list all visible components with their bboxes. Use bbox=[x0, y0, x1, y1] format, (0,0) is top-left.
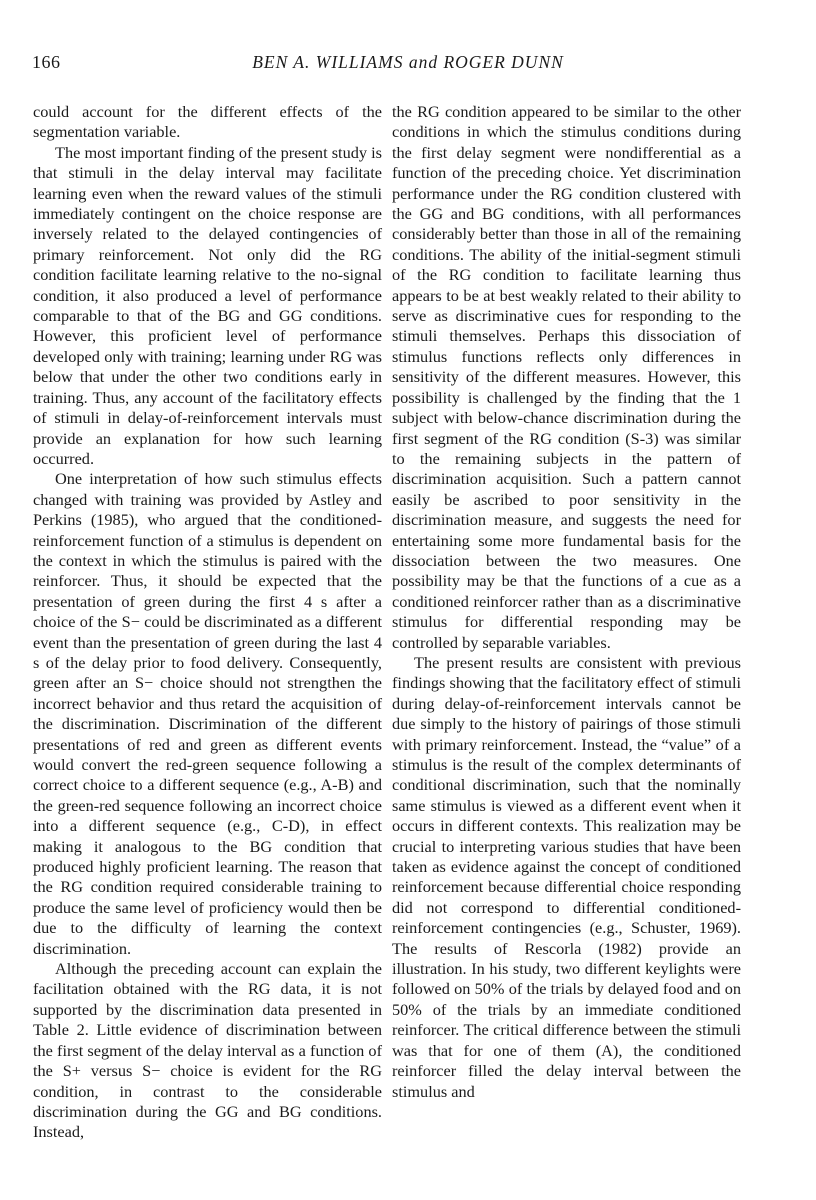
paragraph: The most important finding of the present study is that stimuli in the delay interval may facilitate learning even when the reward values of the stimuli immediately contingent on the choice response are inversely related to the delayed contingencies of primary reinforcement. Not only did the RG condition facilitate learning relative to the no-signal condition, it also produced a level of performance comparable to that of the BG and GG conditions. However, this proficient level of performance developed only with training; learning under RG was below that under the other two conditions early in training. Thus, any account of the facilitatory effects of stimuli in delay-of-reinforcement intervals must provide an explanation for how such learning occurred. bbox=[33, 142, 382, 468]
paragraph: Although the preceding account can explain the facilitation obtained with the RG data, it is not supported by the discrimination data presented in Table 2. Little evidence of discrimination between the first segment of the delay interval as a function of the S+ versus S− choice is evident for the RG condition, in contrast to the considerable discrimination during the GG and BG conditions. Instead, bbox=[33, 959, 382, 1142]
paragraph: The present results are consistent with previous findings showing that the facilitatory effect of stimuli during delay-of-reinforcement intervals cannot be due simply to the history of pairings of those stimuli with primary reinforcement. Instead, the “value” of a stimulus is the result of the complex determinants of conditional discrimination, such that the nominally same stimulus is viewed as a different event when it occurs in different contexts. This realization may be crucial to interpreting various studies that have been taken as evidence against the concept of conditioned reinforcement because differential choice responding did not correspond to differential conditioned-reinforcement contingencies (e.g., Schuster, 1969). The results of Rescorla (1982) provide an illustration. In his study, two different keylights were followed on 50% of the trials by delayed food and on 50% of the trials by an immediate conditioned reinforcer. The critical difference between the stimuli was that for one of them (A), the conditioned reinforcer filled the delay interval between the stimulus and bbox=[392, 652, 741, 1101]
paragraph: One interpretation of how such stimulus effects changed with training was provided by Astley and Perkins (1985), who argued that the conditioned-reinforcement function of a stimulus is dependent on the context in which the stimulus is paired with the reinforcer. Thus, it should be expected that the presentation of green during the first 4 s after a choice of the S− could be discriminated as a different event than the presentation of green during the last 4 s of the delay prior to food delivery. Consequently, green after an S− choice should not strengthen the incorrect behavior and thus retard the acquisition of the discrimination. Discrimination of the different presentations of red and green as different events would convert the red-green sequence following a correct choice to a different sequence (e.g., A-B) and the green-red sequence following an incorrect choice into a different sequence (e.g., C-D), in effect making it analogous to the BG condition that produced highly proficient learning. The reason that the RG condition required considerable training to produce the same level of proficiency would then be due to the difficulty of learning the context discrimination. bbox=[33, 469, 382, 958]
paragraph: could account for the different effects of the segmentation variable. bbox=[33, 102, 382, 142]
running-head: BEN A. WILLIAMS and ROGER DUNN bbox=[252, 52, 564, 72]
paragraph: the RG condition appeared to be similar to the other conditions in which the stimulus conditions during the first delay segment were nondifferential as a function of the preceding choice. Yet discrimination performance under the RG condition clustered with the GG and BG conditions, with all performances considerably better than those in all of the remaining conditions. The ability of the initial-segment stimuli of the RG condition to facilitate learning thus appears to be at best weakly related to their ability to serve as discriminative cues for responding to the stimuli themselves. Perhaps this dissociation of stimulus functions reflects only differences in sensitivity of the different measures. However, this possibility is challenged by the finding that the 1 subject with below-chance discrimination during the first segment of the RG condition (S-3) was similar to the remaining subjects in the pattern of discrimination acquisition. Such a pattern cannot easily be ascribed to poor sensitivity in the discrimination measure, and suggests the need for entertaining some more fundamental basis for the dissociation between the two measures. One possibility may be that the functions of a cue as a conditioned reinforcer rather than as a discriminative stimulus for differential responding may be controlled by separable variables. bbox=[392, 102, 741, 652]
left-column bbox=[33, 102, 382, 1143]
page-header bbox=[32, 52, 784, 78]
page-number: 166 bbox=[32, 52, 61, 72]
right-column bbox=[392, 102, 741, 1102]
